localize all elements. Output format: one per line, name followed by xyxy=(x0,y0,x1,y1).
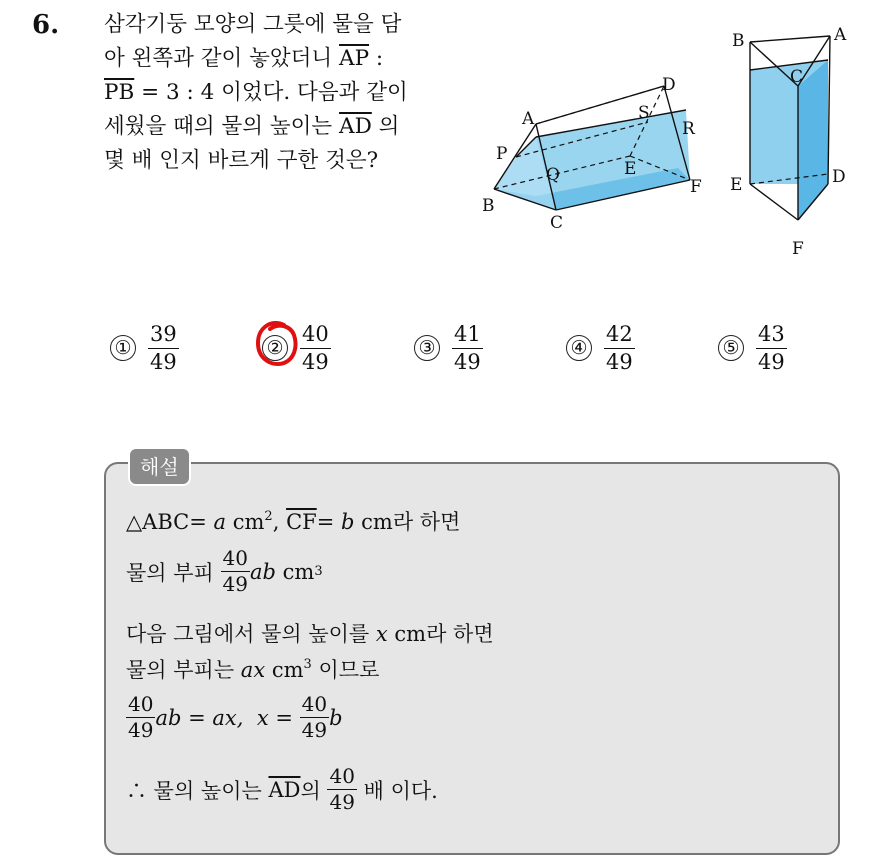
standing-prism-figure xyxy=(724,24,874,260)
choice-4[interactable] xyxy=(566,318,635,378)
question-text xyxy=(104,8,464,178)
label-A: A xyxy=(522,109,535,129)
label-D2: D xyxy=(832,167,846,187)
lying-prism-figure xyxy=(478,72,722,240)
question-line-5: 몇 배 인지 바르게 구한 것은? xyxy=(104,148,379,173)
solution-tab: 해설 xyxy=(128,447,191,486)
label-A2: A xyxy=(834,25,847,45)
label-C: C xyxy=(550,213,564,233)
question-line-2: 아 왼쪽과 같이 놓았더니 $\overline{AP}$ : xyxy=(104,46,384,71)
question-line-1: 삼각기둥 모양의 그릇에 물을 담 xyxy=(104,12,402,37)
choice-4-mark: ④ xyxy=(566,335,592,361)
solution-line-1: △ABC= a $cm^2$, $\overline{CF}= b$ cm라 하면 xyxy=(126,509,461,534)
solution-line-6: ∴ 물의 높이는 $\overline{AD}$ 의 $\frac{40}{49}$ 배 이다. xyxy=(126,764,438,814)
label-D: D xyxy=(662,75,676,95)
question-line-3: $\overline{PB} = 3$ : 4 이었다. 다음과 같이 xyxy=(104,80,408,105)
choice-1-fraction: $\frac{39}{49}$ xyxy=(150,322,177,374)
solution-line-2: 물의 부피 $\frac{40}{49}$ ab cm 3 xyxy=(126,546,323,596)
choice-5-mark: ⑤ xyxy=(718,335,744,361)
choice-3-mark: ③ xyxy=(414,335,440,361)
label-P: P xyxy=(496,144,508,164)
choice-2-fraction: $\frac{40}{49}$ xyxy=(302,322,329,374)
choice-3-fraction: $\frac{41}{49}$ xyxy=(454,322,481,374)
solution-line-5: $\frac{40}{49}$ ab = ax, x = $\frac{40}{49}$ b xyxy=(128,692,343,742)
label-B: B xyxy=(482,196,495,216)
label-F: F xyxy=(690,177,702,197)
choice-2-mark: ② xyxy=(262,335,288,361)
choice-5[interactable] xyxy=(718,318,787,378)
choice-1-mark: ① xyxy=(110,335,136,361)
label-B2: B xyxy=(732,31,745,51)
label-C2: C xyxy=(790,67,804,87)
label-E2: E xyxy=(730,175,743,195)
choice-3[interactable] xyxy=(414,318,483,378)
choice-5-fraction: $\frac{43}{49}$ xyxy=(758,322,785,374)
solution-line-4: 물의 부피는 ax $cm^3$ 이므로 xyxy=(126,657,380,682)
question-number: 6. xyxy=(32,10,60,40)
label-S: S xyxy=(638,103,650,123)
choice-1[interactable] xyxy=(110,318,179,378)
choice-2[interactable] xyxy=(262,318,331,378)
label-F2: F xyxy=(792,239,804,259)
choice-4-fraction: $\frac{42}{49}$ xyxy=(606,322,633,374)
solution-line-3: 다음 그림에서 물의 높이를 x cm라 하면 xyxy=(126,622,494,646)
label-R: R xyxy=(682,119,695,139)
label-Q: Q xyxy=(546,165,560,185)
question-line-4: 세웠을 때의 물의 높이는 $\overline{AD}$ 의 xyxy=(104,114,400,139)
label-E: E xyxy=(624,159,637,179)
